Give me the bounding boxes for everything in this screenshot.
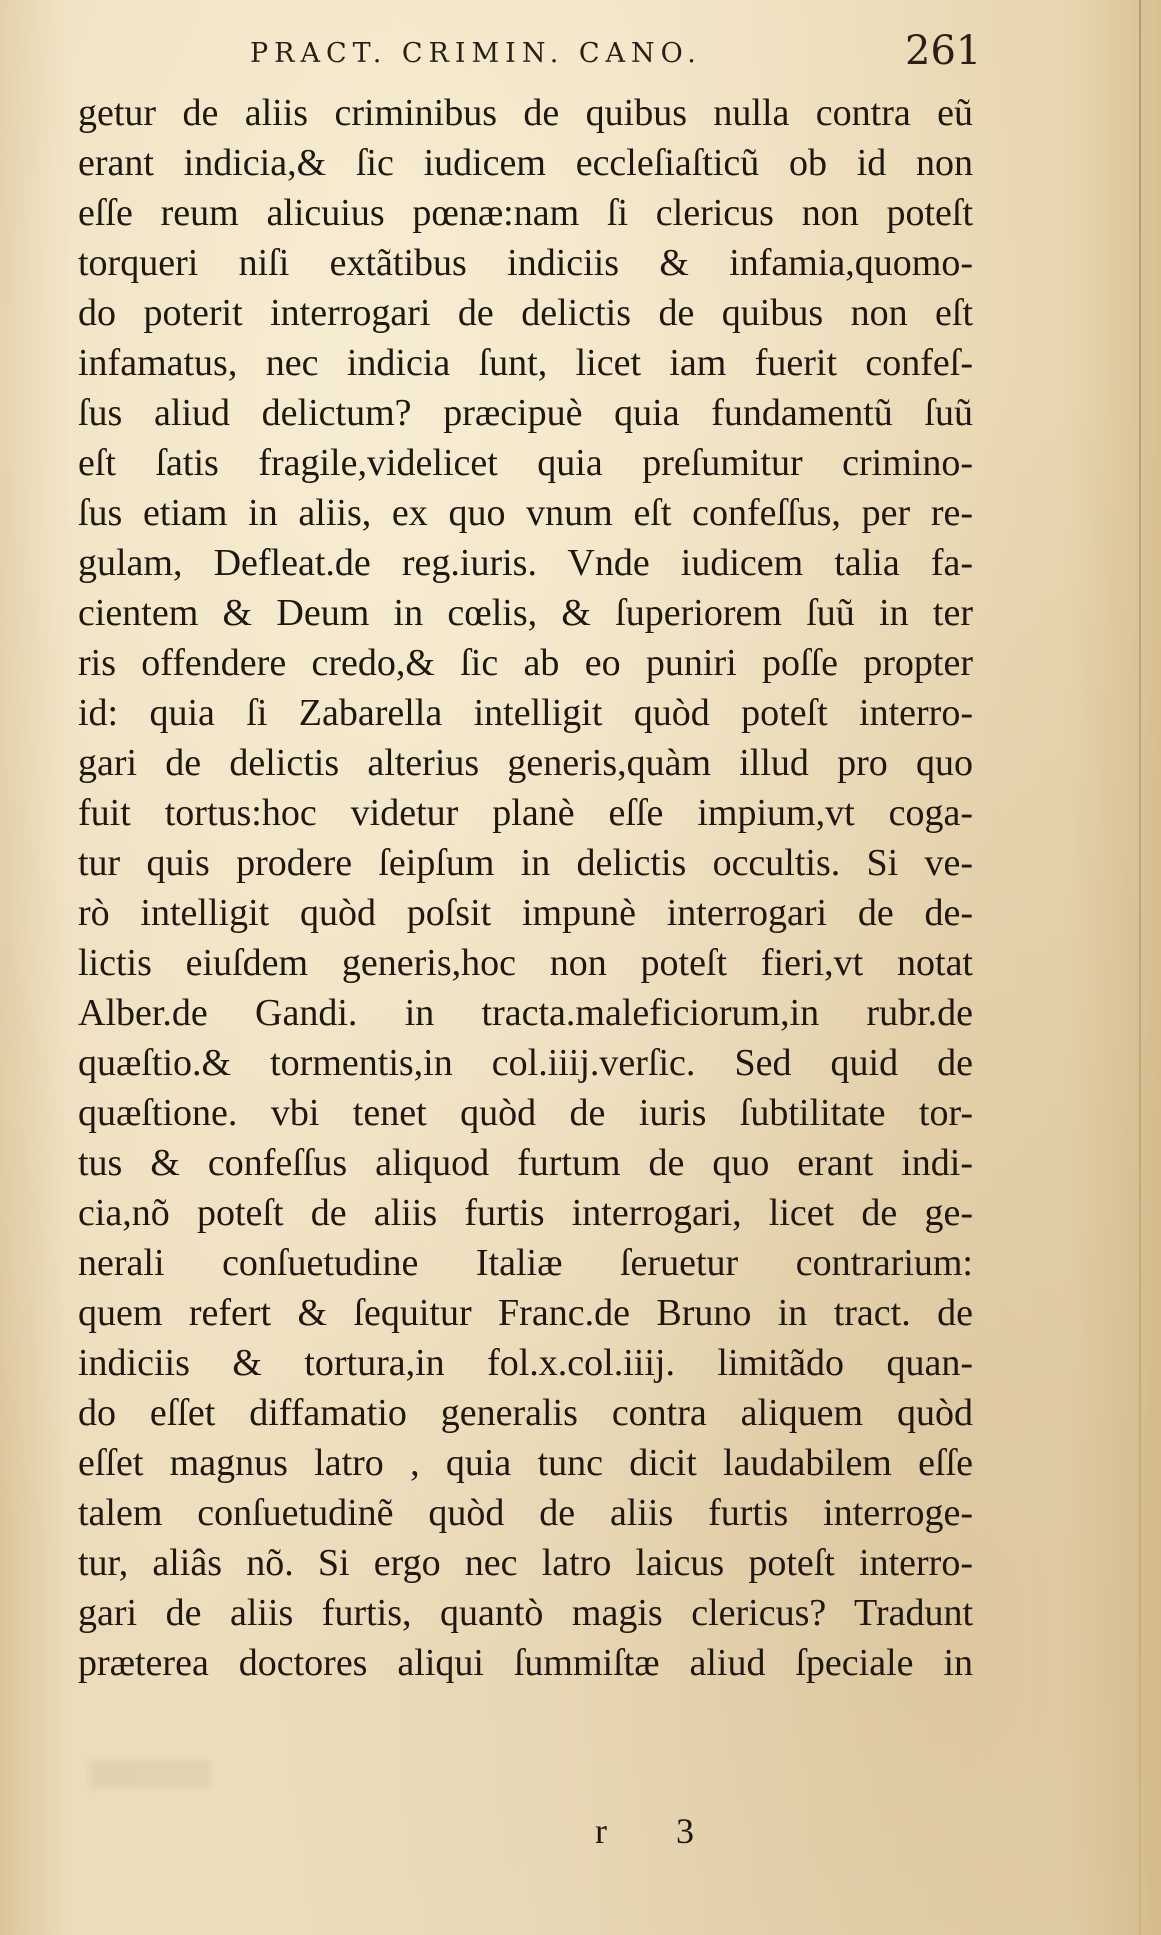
text-line: quæſtio.& tormentis,in col.iiij.verſic. Sed quid de: [78, 1042, 973, 1084]
text-line: ſus aliud delictum? præcipuè quia fundamentũ ſuũ: [78, 392, 973, 434]
text-line: lictis eiuſdem generis,hoc non poteſt fieri,vt notat: [78, 942, 973, 984]
text-line: erant indicia,& ſic iudicem eccleſiaſticũ ob id non: [78, 142, 973, 184]
text-line: eſſet magnus latro , quia tunc dicit laudabilem eſſe: [78, 1442, 973, 1484]
text-line: nerali conſuetudine Italiæ ſeruetur contrarium:: [78, 1242, 973, 1284]
text-line: præterea doctores aliqui ſummiſtæ aliud ſpeciale in: [78, 1642, 973, 1684]
text-line: quæſtione. vbi tenet quòd de iuris ſubtilitate tor-: [78, 1092, 973, 1134]
text-line: infamatus, nec indicia ſunt, licet iam fuerit confeſ-: [78, 342, 973, 384]
text-line: eſt ſatis fragile,videlicet quia preſumitur crimino-: [78, 442, 973, 484]
signature-mark: r 3: [595, 1811, 724, 1851]
text-line: getur de aliis criminibus de quibus nulla contra eũ: [78, 92, 973, 134]
text-line: eſſe reum alicuius pœnæ:nam ſi clericus non poteſt: [78, 192, 973, 234]
running-header: PRACT. CRIMIN. CANO.: [250, 38, 702, 69]
page-number: 261: [905, 28, 982, 74]
text-line: indiciis & tortura,in fol.x.col.iiij. limitãdo quan-: [78, 1342, 973, 1384]
text-line: id: quia ſi Zabarella intelligit quòd poteſt interro-: [78, 692, 973, 734]
text-line: talem conſuetudinẽ quòd de aliis furtis interroge-: [78, 1492, 973, 1534]
text-line: quem refert & ſequitur Franc.de Bruno in tract. de: [78, 1292, 973, 1334]
text-line: ris offendere credo,& ſic ab eo puniri poſſe propter: [78, 642, 973, 684]
text-body: [78, 88, 973, 1688]
text-line: Alber.de Gandi. in tracta.maleficiorum,in rubr.de: [78, 992, 973, 1034]
text-line: gari de delictis alterius generis,quàm illud pro quo: [78, 742, 973, 784]
text-line: do eſſet diffamatio generalis contra aliquem quòd: [78, 1392, 973, 1434]
text-line: rò intelligit quòd poſsit impunè interrogari de de-: [78, 892, 973, 934]
text-line: do poterit interrogari de delictis de quibus non eſt: [78, 292, 973, 334]
text-line: gulam, Defleat.de reg.iuris. Vnde iudicem talia fa-: [78, 542, 973, 584]
text-line: ſus etiam in aliis, ex quo vnum eſt confeſſus, per re-: [78, 492, 973, 534]
text-line: cia,nõ poteſt de aliis furtis interrogari, licet de ge-: [78, 1192, 973, 1234]
text-line: tus & confeſſus aliquod furtum de quo erant indi-: [78, 1142, 973, 1184]
text-line: cientem & Deum in cœlis, & ſuperiorem ſuũ in ter: [78, 592, 973, 634]
text-line: torqueri niſi extãtibus indiciis & infamia,quomo-: [78, 242, 973, 284]
text-line: gari de aliis furtis, quantò magis clericus? Tradunt: [78, 1592, 973, 1634]
page-edge: [1139, 0, 1141, 1935]
ink-offset-smudge: [90, 1760, 210, 1788]
text-line: tur quis prodere ſeipſum in delictis occultis. Si ve-: [78, 842, 973, 884]
text-line: tur, aliâs nõ. Si ergo nec latro laicus poteſt interro-: [78, 1542, 973, 1584]
text-line: fuit tortus:hoc videtur planè eſſe impium,vt coga-: [78, 792, 973, 834]
